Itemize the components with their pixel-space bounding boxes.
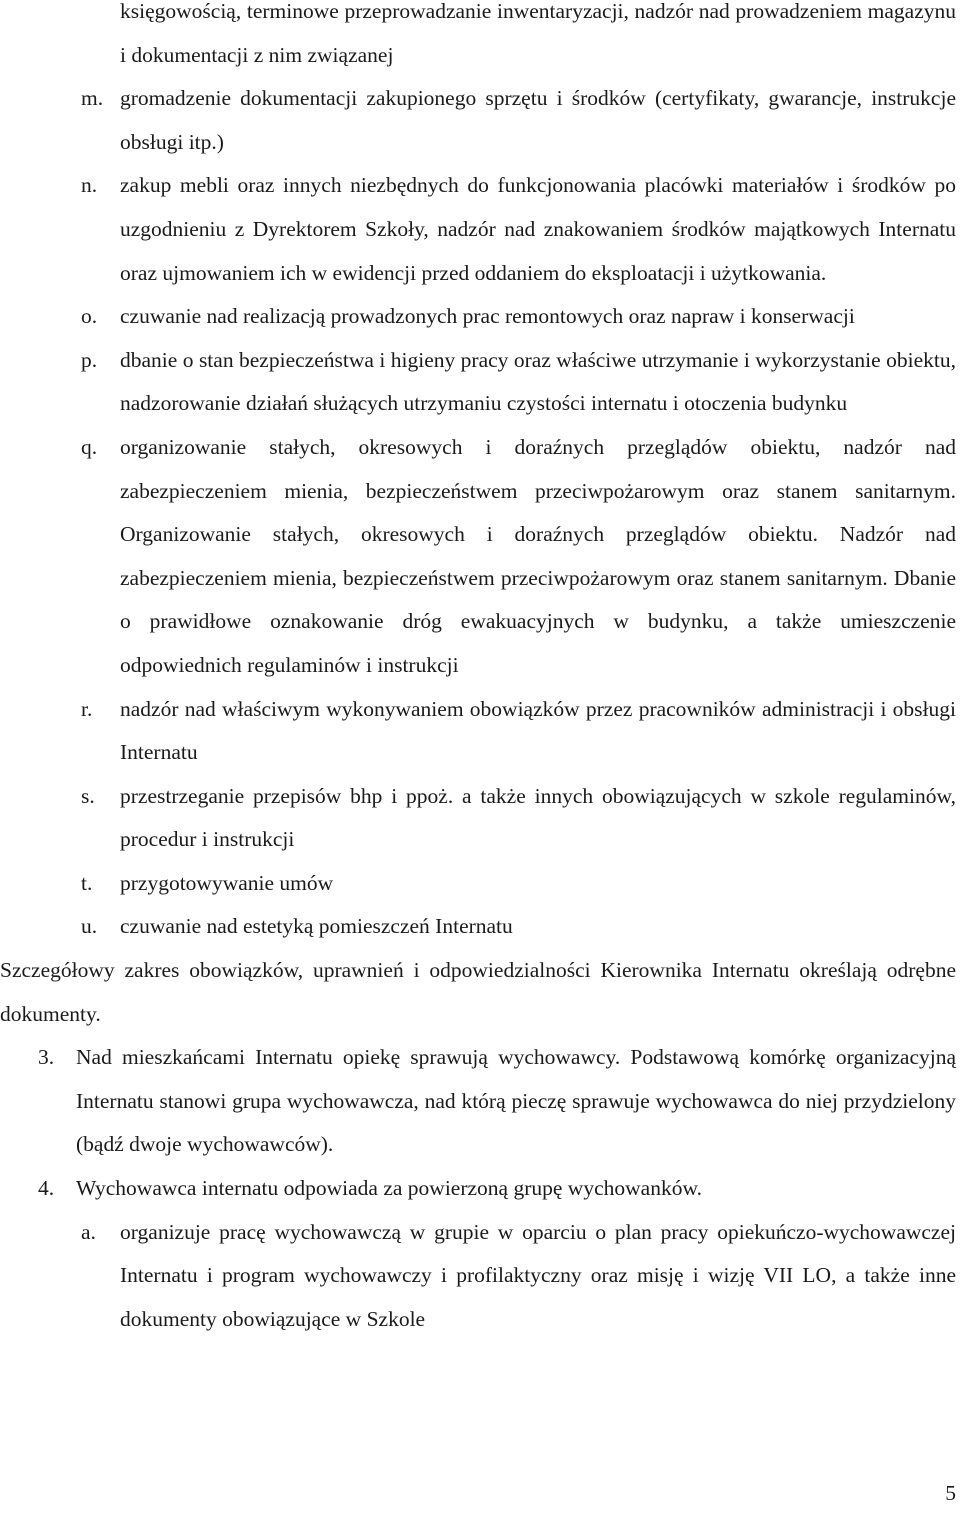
list-marker: 3. bbox=[38, 1045, 55, 1070]
list-marker: q. bbox=[81, 434, 98, 459]
page-number: 5 bbox=[945, 1481, 956, 1505]
list-item-q bbox=[81, 426, 956, 688]
list-marker: s. bbox=[81, 783, 95, 808]
list-marker: 4. bbox=[38, 1176, 55, 1201]
list-item-text: przygotowywanie umów bbox=[120, 870, 334, 895]
list-item-p bbox=[81, 339, 956, 426]
list-item-n bbox=[81, 164, 956, 295]
numbered-item-4 bbox=[38, 1167, 956, 1211]
list-item-m bbox=[81, 77, 956, 164]
list-item-text: organizowanie stałych, okresowych i doraźnych przeglądów obiektu, nadzór nad zabezpieczeniem mienia, bezpieczeństwem przeciwpożarowym oraz stanem sanitarnym. Organizowanie stałych, okresowych i doraźnych przeglądów obiektu. Nadzór nad zabezpieczeniem mienia, bezpieczeństwem przeciwpożarowym oraz stanem sanitarnym. Dbanie o prawidłowe oznakowanie dróg ewakuacyjnych w budynku, a także umieszczenie odpowiednich regulaminów i instrukcji bbox=[120, 434, 956, 677]
list-marker: p. bbox=[81, 347, 98, 372]
list-item-s bbox=[81, 775, 956, 862]
list-marker: u. bbox=[81, 914, 98, 939]
list-item-text: czuwanie nad realizacją prowadzonych prac remontowych oraz napraw i konserwacji bbox=[120, 304, 855, 329]
list-marker: n. bbox=[81, 173, 98, 198]
list-item-text: zakup mebli oraz innych niezbędnych do funkcjonowania placówki materiałów i środków po uzgodnieniu z Dyrektorem Szkoły, nadzór nad znakowaniem środków majątkowych Internatu oraz ujmowaniem ich w ewidencji przed oddaniem do eksploatacji i użytkowania. bbox=[120, 173, 956, 285]
numbered-item-3 bbox=[38, 1036, 956, 1167]
list-item-text: gromadzenie dokumentacji zakupionego sprzętu i środków (certyfikaty, gwarancje, instrukcje obsługi itp.) bbox=[120, 86, 956, 154]
list-item-text: czuwanie nad estetyką pomieszczeń Internatu bbox=[120, 914, 513, 939]
list-item-o bbox=[81, 295, 956, 339]
list-item-a bbox=[81, 1211, 956, 1342]
list-item-text: przestrzeganie przepisów bhp i ppoż. a także innych obowiązujących w szkole regulaminów, procedur i instrukcji bbox=[120, 783, 956, 852]
list-item-text: księgowością, terminowe przeprowadzanie inwentaryzacji, nadzór nad prowadzeniem magazynu i dokumentacji z nim związanej bbox=[120, 0, 956, 67]
list-item-r bbox=[81, 688, 956, 775]
list-item-u bbox=[81, 905, 956, 949]
list-item bbox=[120, 0, 956, 77]
body-paragraph: Szczegółowy zakres obowiązków, uprawnień i odpowiedzialności Kierownika Internatu określają odrębne dokumenty. bbox=[0, 958, 956, 1026]
list-item-text: organizuje pracę wychowawczą w grupie w oparciu o plan pracy opiekuńczo-wychowawczej Internatu i program wychowawczy i profilaktyczny oraz misję i wizję VII LO, a także inne dokumenty obowiązujące w Szkole bbox=[120, 1219, 956, 1331]
list-item-text: Wychowawca internatu odpowiada za powierzoną grupę wychowanków. bbox=[76, 1176, 702, 1201]
list-marker: m. bbox=[81, 86, 104, 111]
list-marker: t. bbox=[81, 870, 93, 895]
list-item-text: Nad mieszkańcami Internatu opiekę sprawują wychowawcy. Podstawową komórkę organizacyjną Internatu stanowi grupa wychowawcza, nad którą pieczę sprawuje wychowawca do niej przydzielony (bądź dwoje wychowawców). bbox=[76, 1045, 956, 1157]
list-item-text: nadzór nad właściwym wykonywaniem obowiązków przez pracowników administracji i obsługi Internatu bbox=[120, 696, 956, 765]
list-marker: r. bbox=[81, 696, 93, 721]
list-marker: a. bbox=[81, 1219, 96, 1244]
list-marker: o. bbox=[81, 304, 98, 329]
list-item-text: dbanie o stan bezpieczeństwa i higieny pracy oraz właściwe utrzymanie i wykorzystanie obiektu, nadzorowanie działań służących utrzymaniu czystości internatu i otoczenia budynku bbox=[120, 347, 956, 416]
list-item-t bbox=[81, 862, 956, 906]
